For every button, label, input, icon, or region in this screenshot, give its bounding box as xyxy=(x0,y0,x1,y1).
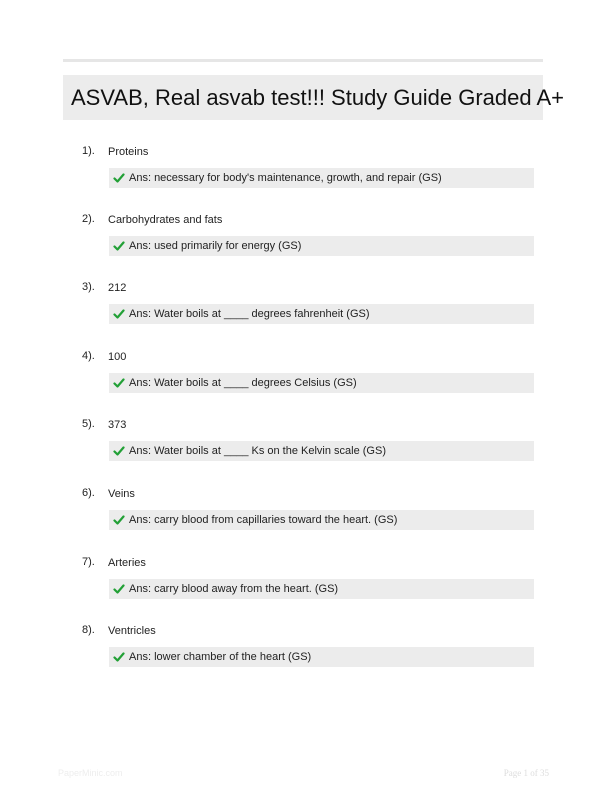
question-text: Ventricles xyxy=(108,625,156,637)
check-icon xyxy=(113,377,125,389)
answer-text: Ans: used primarily for energy (GS) xyxy=(129,240,302,252)
answer-box xyxy=(109,510,534,530)
question-text: Veins xyxy=(108,488,135,500)
answer-box xyxy=(109,168,534,188)
question-text: Arteries xyxy=(108,557,146,569)
question-number: 2). xyxy=(82,213,95,225)
question-number: 4). xyxy=(82,350,95,362)
answer-text: Ans: Water boils at ____ Ks on the Kelvin scale (GS) xyxy=(129,445,386,457)
list-item xyxy=(0,213,606,273)
list-item xyxy=(0,556,606,616)
list-item xyxy=(0,418,606,478)
answer-text: Ans: Water boils at ____ degrees Celsius (GS) xyxy=(129,377,357,389)
page-number: Page 1 of 35 xyxy=(503,768,549,778)
check-icon xyxy=(113,172,125,184)
question-number: 3). xyxy=(82,281,95,293)
question-number: 1). xyxy=(82,145,95,157)
answer-text: Ans: Water boils at ____ degrees fahrenheit (GS) xyxy=(129,308,370,320)
answer-box xyxy=(109,647,534,667)
answer-text: Ans: necessary for body's maintenance, growth, and repair (GS) xyxy=(129,172,442,184)
check-icon xyxy=(113,308,125,320)
answer-box xyxy=(109,236,534,256)
page-title: ASVAB, Real asvab test!!! Study Guide Graded A+ xyxy=(71,84,565,110)
answer-box xyxy=(109,441,534,461)
list-item xyxy=(0,281,606,341)
question-number: 7). xyxy=(82,556,95,568)
answer-box xyxy=(109,373,534,393)
question-number: 5). xyxy=(82,418,95,430)
list-item xyxy=(0,145,606,205)
answer-text: Ans: carry blood from capillaries toward the heart. (GS) xyxy=(129,514,398,526)
check-icon xyxy=(113,651,125,663)
answer-text: Ans: carry blood away from the heart. (GS) xyxy=(129,583,339,595)
check-icon xyxy=(113,240,125,252)
list-item xyxy=(0,487,606,547)
list-item xyxy=(0,350,606,410)
question-text: Carbohydrates and fats xyxy=(108,214,223,226)
answer-box xyxy=(109,579,534,599)
question-text: 100 xyxy=(108,351,127,363)
question-number: 6). xyxy=(82,487,95,499)
list-item xyxy=(0,624,606,684)
check-icon xyxy=(113,445,125,457)
question-text: 212 xyxy=(108,282,127,294)
check-icon xyxy=(113,583,125,595)
footer-watermark: PaperMinic.com xyxy=(58,768,123,778)
question-text: 373 xyxy=(108,419,127,431)
answer-box xyxy=(109,304,534,324)
check-icon xyxy=(113,514,125,526)
question-number: 8). xyxy=(82,624,95,636)
question-text: Proteins xyxy=(108,146,149,158)
answer-text: Ans: lower chamber of the heart (GS) xyxy=(129,651,312,663)
